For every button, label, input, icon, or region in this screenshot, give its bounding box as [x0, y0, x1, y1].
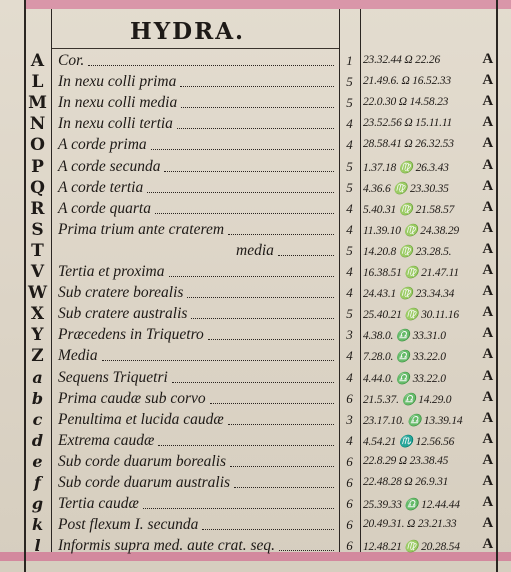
- table-row: [0, 177, 511, 199]
- star-letter: b: [31, 388, 44, 408]
- star-longitude-latitude: 4.38.0. ♎ 33.31.0: [363, 330, 446, 343]
- dotted-leader: [228, 233, 334, 235]
- star-longitude-latitude: 21.5.37. ♎ 14.29.0: [363, 393, 452, 406]
- star-magnitude: 6: [346, 496, 353, 512]
- star-letter: d: [31, 430, 44, 450]
- dotted-leader: [279, 549, 334, 551]
- table-row: [0, 324, 511, 346]
- latitude-direction: A: [482, 177, 493, 194]
- star-longitude-latitude: 22.8.29 Ω 23.38.45: [363, 454, 449, 467]
- star-longitude-latitude: 14.20.8 ♍ 23.28.5.: [363, 245, 452, 258]
- star-letter: Q: [30, 177, 45, 198]
- star-position: [363, 473, 493, 489]
- star-position: [363, 51, 493, 67]
- dotted-leader: [88, 64, 334, 66]
- latitude-direction: A: [482, 494, 493, 511]
- star-magnitude: 4: [346, 348, 353, 364]
- table-row: [0, 92, 511, 114]
- star-magnitude: 5: [346, 306, 353, 322]
- table-row: [0, 493, 511, 515]
- star-name: Post flexum I. secunda: [58, 516, 199, 534]
- star-magnitude: 3: [346, 327, 353, 343]
- dotted-leader: [155, 212, 334, 214]
- star-longitude-latitude: 21.49.6. Ω 16.52.33: [363, 75, 451, 88]
- star-position: [363, 262, 493, 279]
- star-name: Sequens Triquetri: [58, 368, 168, 386]
- star-longitude-latitude: 22.48.28 Ω 26.9.31: [363, 476, 449, 488]
- star-position: [363, 156, 493, 174]
- star-magnitude: 5: [346, 158, 353, 174]
- table-title: HYDRA.: [130, 18, 246, 45]
- star-name: Media: [58, 347, 98, 365]
- dotted-leader: [164, 170, 334, 172]
- dotted-leader: [230, 465, 334, 467]
- table-row: [0, 388, 511, 410]
- star-magnitude: 6: [346, 453, 353, 469]
- star-longitude-latitude: 20.49.31. Ω 23.21.33: [363, 518, 457, 531]
- dotted-leader: [180, 85, 334, 87]
- latitude-direction: A: [482, 430, 493, 447]
- table-row: [0, 240, 511, 262]
- star-position: [363, 451, 493, 468]
- star-name-continued: media: [236, 241, 274, 259]
- latitude-direction: A: [482, 451, 493, 468]
- star-name: Prima caudæ sub corvo: [58, 389, 206, 407]
- dotted-leader: [147, 191, 334, 193]
- star-longitude-latitude: 25.39.33 ♎ 12.44.44: [363, 499, 460, 512]
- star-position: [363, 283, 493, 301]
- star-position: [363, 177, 493, 195]
- star-letter: T: [31, 240, 44, 261]
- star-letter: R: [30, 198, 45, 219]
- title-underline: [52, 48, 339, 49]
- star-position: [363, 135, 493, 152]
- latitude-direction: A: [482, 262, 493, 278]
- star-letter: W: [27, 283, 48, 304]
- table-row: [0, 198, 511, 220]
- table-row: [0, 50, 511, 72]
- star-magnitude: 5: [346, 242, 353, 258]
- star-magnitude: 4: [346, 285, 353, 301]
- star-magnitude: 3: [346, 411, 353, 427]
- star-name: In nexu colli media: [58, 94, 178, 112]
- star-longitude-latitude: 4.54.21 ♏ 12.56.56: [363, 435, 455, 448]
- latitude-direction: A: [482, 156, 493, 173]
- star-magnitude: 5: [346, 179, 353, 195]
- table-row: [0, 345, 511, 367]
- star-letter: Z: [31, 346, 44, 367]
- table-row: [0, 282, 511, 304]
- star-longitude-latitude: 22.0.30 Ω 14.58.23: [363, 96, 449, 109]
- star-position: [363, 325, 493, 343]
- star-position: [363, 515, 493, 532]
- star-position: [363, 72, 493, 89]
- dotted-leader: [143, 507, 334, 509]
- latitude-direction: A: [482, 473, 493, 489]
- star-magnitude: 4: [346, 432, 353, 448]
- dotted-leader: [208, 338, 334, 340]
- table-row: [0, 71, 511, 93]
- star-magnitude: 6: [346, 390, 353, 406]
- star-longitude-latitude: 25.40.21 ♍ 30.11.16: [363, 309, 459, 322]
- star-name: Sub corde duarum australis: [58, 474, 231, 491]
- star-magnitude: 4: [346, 200, 353, 216]
- star-name: Sub cratere borealis: [58, 284, 184, 302]
- star-letter: X: [30, 304, 45, 325]
- star-name: Penultima et lucida caudæ: [58, 410, 224, 428]
- star-magnitude: 4: [346, 137, 353, 153]
- table-row: [0, 219, 511, 241]
- star-longitude-latitude: 28.58.41 Ω 26.32.53: [363, 138, 454, 151]
- star-letter: f: [34, 473, 41, 492]
- latitude-direction: A: [482, 346, 493, 363]
- dotted-leader: [187, 296, 334, 298]
- table-row: [0, 367, 511, 389]
- star-longitude-latitude: 12.48.21 ♍ 20.28.54: [363, 541, 460, 554]
- latitude-direction: A: [482, 51, 493, 67]
- latitude-direction: A: [482, 114, 493, 131]
- star-position: [363, 536, 493, 554]
- star-letter: g: [31, 494, 44, 514]
- star-longitude-latitude: 1.37.18 ♍ 26.3.43: [363, 161, 449, 174]
- dotted-leader: [158, 444, 334, 446]
- star-letter: O: [30, 135, 45, 156]
- latitude-direction: A: [482, 409, 493, 426]
- star-magnitude: 1: [346, 53, 353, 68]
- star-longitude-latitude: 11.39.10 ♍ 24.38.29: [363, 224, 459, 237]
- star-position: [363, 219, 493, 237]
- star-position: [363, 346, 493, 364]
- star-magnitude: 6: [346, 538, 353, 554]
- star-position: [363, 367, 493, 385]
- star-longitude-latitude: 16.38.51 ♍ 21.47.11: [363, 267, 459, 279]
- star-letter: S: [31, 219, 44, 240]
- star-position: [363, 494, 493, 512]
- latitude-direction: A: [482, 93, 493, 110]
- star-letter: Y: [31, 325, 44, 346]
- latitude-direction: A: [482, 135, 493, 152]
- table-row: [0, 472, 511, 494]
- star-name: Sub cratere australis: [58, 305, 188, 323]
- latitude-direction: A: [482, 325, 493, 342]
- dotted-leader: [228, 423, 334, 425]
- star-name: Sub corde duarum borealis: [58, 452, 227, 470]
- star-name: A corde quarta: [58, 199, 151, 217]
- table-row: [0, 514, 511, 536]
- star-position: [363, 304, 493, 322]
- latitude-direction: A: [482, 367, 493, 384]
- table-row: [0, 430, 511, 452]
- top-border-band: [25, 0, 511, 9]
- dotted-leader: [172, 381, 334, 383]
- star-longitude-latitude: 23.17.10. ♎ 13.39.14: [363, 414, 463, 427]
- dotted-leader: [278, 254, 334, 256]
- latitude-direction: A: [482, 240, 493, 257]
- star-letter: L: [31, 72, 44, 93]
- star-magnitude: 4: [346, 221, 353, 237]
- star-longitude-latitude: 5.40.31 ♍ 21.58.57: [363, 203, 455, 216]
- dotted-leader: [151, 148, 334, 150]
- latitude-direction: A: [482, 283, 493, 300]
- star-longitude-latitude: 4.44.0. ♎ 33.22.0: [363, 372, 446, 385]
- latitude-direction: A: [482, 536, 493, 553]
- star-magnitude: 6: [346, 475, 353, 490]
- dotted-leader: [191, 317, 334, 319]
- star-position: [363, 388, 493, 406]
- star-longitude-latitude: 24.43.1 ♍ 23.34.34: [363, 288, 455, 301]
- star-name: Extrema caudæ: [58, 431, 155, 449]
- latitude-direction: A: [482, 219, 493, 236]
- star-magnitude: 4: [346, 369, 353, 385]
- star-longitude-latitude: 7.28.0. ♎ 33.22.0: [363, 351, 446, 364]
- star-position: [363, 409, 493, 427]
- star-letter: a: [32, 367, 43, 387]
- star-name: A corde tertia: [58, 178, 144, 196]
- star-name: Tertia et proxima: [58, 263, 165, 280]
- star-letter: V: [30, 262, 45, 282]
- table-row: [0, 409, 511, 431]
- table-row: [0, 156, 511, 178]
- star-name: Prima trium ante craterem: [58, 220, 225, 238]
- star-name: Cor.: [58, 52, 85, 69]
- star-letter: M: [28, 93, 47, 114]
- star-letter: P: [31, 156, 44, 177]
- star-name: Tertia caudæ: [58, 495, 139, 513]
- table-row: [0, 451, 511, 473]
- latitude-direction: A: [482, 72, 493, 89]
- star-name: Præcedens in Triquetro: [58, 326, 204, 344]
- star-letter: k: [31, 515, 44, 535]
- dotted-leader: [102, 359, 334, 361]
- table-row: [0, 303, 511, 325]
- latitude-direction: A: [482, 515, 493, 532]
- dotted-leader: [234, 486, 334, 488]
- star-longitude-latitude: 4.36.6 ♍ 23.30.35: [363, 182, 449, 195]
- star-name: A corde secunda: [58, 157, 161, 175]
- star-position: [363, 430, 493, 448]
- dotted-leader: [202, 528, 334, 530]
- star-position: [363, 198, 493, 216]
- star-magnitude: 4: [346, 264, 353, 279]
- star-letter: c: [32, 409, 43, 429]
- dotted-leader: [210, 402, 334, 404]
- dotted-leader: [177, 127, 334, 129]
- star-position: [363, 93, 493, 110]
- star-letter: N: [29, 114, 46, 135]
- star-letter: A: [30, 51, 45, 71]
- dotted-leader: [169, 275, 334, 277]
- latitude-direction: A: [482, 304, 493, 321]
- star-magnitude: 6: [346, 517, 353, 533]
- table-row: [0, 134, 511, 156]
- star-name: In nexu colli tertia: [58, 115, 173, 133]
- star-position: [363, 240, 493, 258]
- star-letter: l: [34, 536, 41, 556]
- table-row: [0, 261, 511, 283]
- star-magnitude: 4: [346, 116, 353, 132]
- star-position: [363, 114, 493, 131]
- table-row: [0, 113, 511, 135]
- table-row: [0, 535, 511, 557]
- star-magnitude: 5: [346, 95, 353, 111]
- star-name: In nexu colli prima: [58, 73, 177, 91]
- star-magnitude: 5: [346, 74, 353, 90]
- star-longitude-latitude: 23.32.44 Ω 22.26: [363, 54, 440, 66]
- star-longitude-latitude: 23.52.56 Ω 15.11.11: [363, 117, 453, 130]
- star-name: A corde prima: [58, 136, 147, 154]
- star-name: Informis supra med. aute crat. seq.: [58, 537, 275, 555]
- latitude-direction: A: [482, 388, 493, 405]
- star-letter: e: [32, 451, 43, 471]
- dotted-leader: [181, 106, 334, 108]
- latitude-direction: A: [482, 198, 493, 215]
